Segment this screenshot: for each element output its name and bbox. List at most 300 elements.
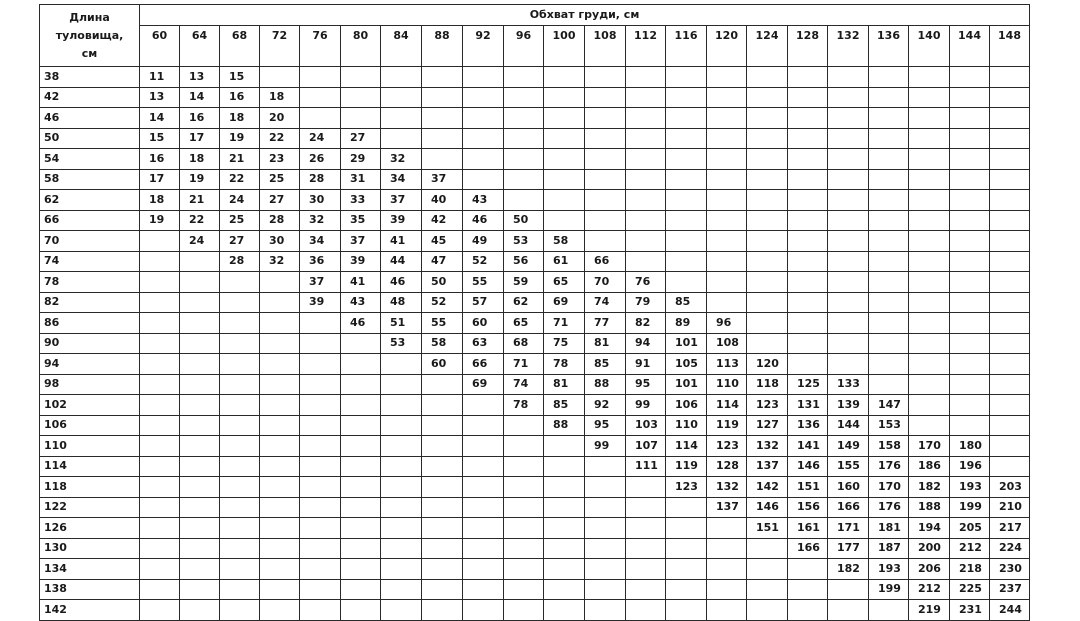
table-cell xyxy=(828,333,869,354)
table-cell xyxy=(909,251,950,272)
table-cell: 24 xyxy=(220,190,260,211)
table-cell xyxy=(909,313,950,334)
table-cell xyxy=(504,579,544,600)
table-cell: 14 xyxy=(140,108,180,129)
table-cell: 13 xyxy=(180,67,220,88)
table-cell xyxy=(300,395,341,416)
table-cell xyxy=(381,600,422,621)
table-cell: 55 xyxy=(463,272,504,293)
table-cell: 89 xyxy=(666,313,707,334)
table-cell: 41 xyxy=(381,231,422,252)
table-cell: 30 xyxy=(300,190,341,211)
table-cell xyxy=(341,579,381,600)
table-cell xyxy=(788,231,828,252)
column-header: 64 xyxy=(180,26,220,67)
table-cell xyxy=(504,108,544,129)
table-cell xyxy=(626,231,666,252)
table-cell xyxy=(747,292,788,313)
table-cell xyxy=(422,374,463,395)
table-row xyxy=(40,559,1030,580)
table-cell xyxy=(140,538,180,559)
table-row xyxy=(40,67,1030,88)
table-cell xyxy=(869,169,909,190)
table-cell: 15 xyxy=(140,128,180,149)
table-cell xyxy=(180,477,220,498)
table-cell: 33 xyxy=(341,190,381,211)
table-cell: 27 xyxy=(260,190,300,211)
table-cell xyxy=(585,108,626,129)
table-cell xyxy=(220,313,260,334)
table-cell: 92 xyxy=(585,395,626,416)
table-row xyxy=(40,128,1030,149)
table-cell xyxy=(828,272,869,293)
table-cell xyxy=(585,497,626,518)
table-cell: 16 xyxy=(140,149,180,170)
table-cell: 48 xyxy=(381,292,422,313)
table-cell xyxy=(585,579,626,600)
table-cell xyxy=(707,559,747,580)
table-cell: 131 xyxy=(788,395,828,416)
table-cell: 63 xyxy=(463,333,504,354)
table-cell xyxy=(950,333,990,354)
table-cell xyxy=(747,579,788,600)
table-cell: 146 xyxy=(788,456,828,477)
table-cell xyxy=(260,292,300,313)
table-cell: 132 xyxy=(747,436,788,457)
table-cell xyxy=(180,292,220,313)
table-cell xyxy=(828,108,869,129)
table-cell: 149 xyxy=(828,436,869,457)
table-cell xyxy=(869,149,909,170)
table-row xyxy=(40,313,1030,334)
table-cell xyxy=(422,456,463,477)
table-cell xyxy=(950,231,990,252)
table-cell xyxy=(544,436,585,457)
table-cell: 13 xyxy=(140,87,180,108)
table-cell xyxy=(341,333,381,354)
table-cell xyxy=(463,108,504,129)
table-cell xyxy=(504,415,544,436)
table-cell: 151 xyxy=(788,477,828,498)
table-cell xyxy=(869,87,909,108)
table-cell xyxy=(950,210,990,231)
table-cell: 15 xyxy=(220,67,260,88)
table-cell xyxy=(180,600,220,621)
table-cell: 231 xyxy=(950,600,990,621)
table-cell xyxy=(666,272,707,293)
table-cell xyxy=(341,354,381,375)
table-cell: 19 xyxy=(140,210,180,231)
table-cell xyxy=(140,600,180,621)
table-cell xyxy=(260,518,300,539)
column-header: 128 xyxy=(788,26,828,67)
table-cell xyxy=(747,559,788,580)
table-cell xyxy=(220,456,260,477)
table-cell xyxy=(300,518,341,539)
column-header: 76 xyxy=(300,26,341,67)
table-cell: 142 xyxy=(747,477,788,498)
column-header: 136 xyxy=(869,26,909,67)
table-cell xyxy=(381,538,422,559)
table-row xyxy=(40,149,1030,170)
table-cell xyxy=(666,231,707,252)
table-cell: 19 xyxy=(220,128,260,149)
table-cell xyxy=(180,251,220,272)
corner-header-line-2: туловища, xyxy=(55,28,124,42)
table-cell: 196 xyxy=(950,456,990,477)
table-cell xyxy=(463,538,504,559)
table-cell xyxy=(626,497,666,518)
table-cell xyxy=(504,436,544,457)
row-header: 118 xyxy=(40,477,140,498)
table-row xyxy=(40,579,1030,600)
table-row xyxy=(40,415,1030,436)
table-row xyxy=(40,272,1030,293)
table-cell xyxy=(544,600,585,621)
table-cell xyxy=(422,87,463,108)
table-cell xyxy=(341,67,381,88)
row-header: 38 xyxy=(40,67,140,88)
table-cell: 42 xyxy=(422,210,463,231)
table-cell xyxy=(909,128,950,149)
table-cell xyxy=(422,128,463,149)
table-cell xyxy=(422,538,463,559)
table-cell xyxy=(260,67,300,88)
table-cell: 50 xyxy=(504,210,544,231)
table-cell xyxy=(544,559,585,580)
corner-header-line-1: Длина xyxy=(69,10,110,24)
table-cell: 81 xyxy=(585,333,626,354)
table-cell: 147 xyxy=(869,395,909,416)
table-row xyxy=(40,497,1030,518)
table-cell xyxy=(747,108,788,129)
table-cell: 78 xyxy=(504,395,544,416)
table-cell xyxy=(504,456,544,477)
table-cell: 31 xyxy=(341,169,381,190)
table-cell xyxy=(220,333,260,354)
table-cell: 14 xyxy=(180,87,220,108)
table-cell xyxy=(504,600,544,621)
table-cell: 37 xyxy=(381,190,422,211)
table-cell: 219 xyxy=(909,600,950,621)
table-cell: 17 xyxy=(140,169,180,190)
table-row xyxy=(40,600,1030,621)
table-cell: 125 xyxy=(788,374,828,395)
table-cell xyxy=(707,210,747,231)
table-cell xyxy=(422,67,463,88)
table-cell xyxy=(909,210,950,231)
table-cell xyxy=(422,108,463,129)
table-cell: 39 xyxy=(381,210,422,231)
table-cell xyxy=(585,518,626,539)
table-row xyxy=(40,210,1030,231)
table-cell: 69 xyxy=(544,292,585,313)
table-cell xyxy=(463,128,504,149)
table-cell xyxy=(260,395,300,416)
table-cell: 99 xyxy=(585,436,626,457)
table-cell xyxy=(300,333,341,354)
table-cell xyxy=(300,477,341,498)
table-cell: 29 xyxy=(341,149,381,170)
column-header: 92 xyxy=(463,26,504,67)
table-cell xyxy=(585,169,626,190)
table-cell: 160 xyxy=(828,477,869,498)
table-cell xyxy=(990,333,1030,354)
table-cell xyxy=(422,149,463,170)
table-cell xyxy=(585,87,626,108)
table-cell: 105 xyxy=(666,354,707,375)
table-row xyxy=(40,354,1030,375)
table-cell xyxy=(140,456,180,477)
table-cell xyxy=(341,415,381,436)
table-cell xyxy=(788,354,828,375)
table-cell xyxy=(990,456,1030,477)
table-cell xyxy=(544,456,585,477)
table-cell xyxy=(585,559,626,580)
table-cell xyxy=(220,600,260,621)
table-cell xyxy=(220,292,260,313)
row-header: 54 xyxy=(40,149,140,170)
table-cell: 158 xyxy=(869,436,909,457)
table-cell xyxy=(626,600,666,621)
table-cell: 24 xyxy=(180,231,220,252)
table-cell xyxy=(869,190,909,211)
table-cell xyxy=(463,518,504,539)
table-cell xyxy=(341,374,381,395)
table-cell xyxy=(140,292,180,313)
table-cell: 77 xyxy=(585,313,626,334)
table-cell xyxy=(869,108,909,129)
table-cell xyxy=(747,538,788,559)
table-cell xyxy=(950,354,990,375)
table-cell: 110 xyxy=(707,374,747,395)
table-cell xyxy=(626,67,666,88)
table-cell xyxy=(990,210,1030,231)
table-row xyxy=(40,518,1030,539)
table-cell xyxy=(585,600,626,621)
table-cell xyxy=(140,313,180,334)
table-cell: 123 xyxy=(707,436,747,457)
table-cell xyxy=(140,518,180,539)
table-cell: 28 xyxy=(300,169,341,190)
table-cell xyxy=(666,518,707,539)
table-cell xyxy=(909,149,950,170)
table-cell xyxy=(220,497,260,518)
column-header: 100 xyxy=(544,26,585,67)
table-cell xyxy=(788,169,828,190)
table-cell xyxy=(300,108,341,129)
table-cell xyxy=(585,210,626,231)
table-cell: 44 xyxy=(381,251,422,272)
table-cell xyxy=(788,210,828,231)
table-cell: 51 xyxy=(381,313,422,334)
row-header: 106 xyxy=(40,415,140,436)
table-cell: 146 xyxy=(747,497,788,518)
table-cell xyxy=(626,538,666,559)
table-cell xyxy=(463,169,504,190)
table-cell xyxy=(422,395,463,416)
table-cell xyxy=(463,415,504,436)
table-cell: 237 xyxy=(990,579,1030,600)
table-cell: 114 xyxy=(666,436,707,457)
row-header: 142 xyxy=(40,600,140,621)
table-cell: 96 xyxy=(707,313,747,334)
table-cell xyxy=(828,292,869,313)
table-cell xyxy=(707,67,747,88)
column-header: 108 xyxy=(585,26,626,67)
table-cell xyxy=(707,251,747,272)
table-cell: 32 xyxy=(300,210,341,231)
table-cell: 107 xyxy=(626,436,666,457)
table-cell xyxy=(990,415,1030,436)
table-cell xyxy=(788,579,828,600)
table-cell xyxy=(422,415,463,436)
table-cell xyxy=(140,333,180,354)
table-cell xyxy=(909,272,950,293)
table-row xyxy=(40,231,1030,252)
table-cell: 141 xyxy=(788,436,828,457)
table-cell xyxy=(341,108,381,129)
table-cell xyxy=(300,313,341,334)
column-header: 144 xyxy=(950,26,990,67)
table-cell xyxy=(666,67,707,88)
table-cell xyxy=(140,231,180,252)
table-cell xyxy=(788,292,828,313)
table-cell: 81 xyxy=(544,374,585,395)
table-cell xyxy=(381,436,422,457)
table-cell xyxy=(260,538,300,559)
table-cell: 75 xyxy=(544,333,585,354)
table-row xyxy=(40,190,1030,211)
table-cell: 170 xyxy=(909,436,950,457)
table-cell: 181 xyxy=(869,518,909,539)
table-cell xyxy=(300,415,341,436)
table-cell xyxy=(828,231,869,252)
table-cell: 25 xyxy=(220,210,260,231)
table-cell xyxy=(707,87,747,108)
table-cell xyxy=(666,87,707,108)
table-cell: 46 xyxy=(381,272,422,293)
table-cell xyxy=(909,190,950,211)
row-header: 130 xyxy=(40,538,140,559)
header-row-top xyxy=(40,5,1030,26)
table-cell xyxy=(950,313,990,334)
table-cell: 71 xyxy=(544,313,585,334)
table-cell: 203 xyxy=(990,477,1030,498)
table-cell xyxy=(585,67,626,88)
table-cell: 166 xyxy=(828,497,869,518)
table-cell: 27 xyxy=(341,128,381,149)
table-cell xyxy=(341,497,381,518)
table-cell xyxy=(341,538,381,559)
table-cell: 36 xyxy=(300,251,341,272)
table-cell xyxy=(463,600,504,621)
table-cell: 60 xyxy=(422,354,463,375)
row-header: 122 xyxy=(40,497,140,518)
table-cell: 199 xyxy=(950,497,990,518)
table-cell xyxy=(300,579,341,600)
table-cell xyxy=(463,149,504,170)
table-cell: 35 xyxy=(341,210,381,231)
table-cell: 30 xyxy=(260,231,300,252)
table-cell xyxy=(909,374,950,395)
table-cell xyxy=(909,108,950,129)
table-cell: 120 xyxy=(747,354,788,375)
table-cell: 18 xyxy=(180,149,220,170)
table-cell xyxy=(260,436,300,457)
table-cell xyxy=(180,395,220,416)
table-cell xyxy=(180,313,220,334)
table-cell xyxy=(260,456,300,477)
table-cell xyxy=(747,313,788,334)
table-cell xyxy=(300,497,341,518)
table-cell xyxy=(180,518,220,539)
table-cell: 25 xyxy=(260,169,300,190)
table-cell xyxy=(585,477,626,498)
table-cell xyxy=(220,579,260,600)
table-cell: 71 xyxy=(504,354,544,375)
table-cell xyxy=(626,108,666,129)
table-cell: 85 xyxy=(666,292,707,313)
table-cell xyxy=(950,415,990,436)
table-cell xyxy=(585,128,626,149)
table-cell xyxy=(341,477,381,498)
table-cell: 27 xyxy=(220,231,260,252)
table-cell xyxy=(220,477,260,498)
table-cell xyxy=(909,354,950,375)
table-cell xyxy=(828,87,869,108)
table-cell xyxy=(585,456,626,477)
table-cell xyxy=(341,559,381,580)
table-cell xyxy=(828,128,869,149)
table-cell xyxy=(260,272,300,293)
table-cell: 46 xyxy=(463,210,504,231)
row-header: 58 xyxy=(40,169,140,190)
table-cell: 78 xyxy=(544,354,585,375)
table-cell: 43 xyxy=(463,190,504,211)
table-cell: 210 xyxy=(990,497,1030,518)
table-cell: 132 xyxy=(707,477,747,498)
table-cell xyxy=(260,313,300,334)
table-cell xyxy=(463,456,504,477)
table-cell xyxy=(220,436,260,457)
table-cell xyxy=(300,456,341,477)
table-cell xyxy=(666,559,707,580)
table-cell: 16 xyxy=(220,87,260,108)
table-cell xyxy=(381,415,422,436)
table-cell xyxy=(788,559,828,580)
table-cell xyxy=(666,149,707,170)
column-header: 112 xyxy=(626,26,666,67)
table-cell xyxy=(626,128,666,149)
table-cell xyxy=(626,579,666,600)
table-cell xyxy=(180,538,220,559)
table-cell xyxy=(747,251,788,272)
table-cell xyxy=(990,272,1030,293)
table-cell xyxy=(140,579,180,600)
table-cell xyxy=(869,272,909,293)
table-cell xyxy=(504,67,544,88)
table-cell: 22 xyxy=(260,128,300,149)
column-header: 84 xyxy=(381,26,422,67)
table-cell: 58 xyxy=(544,231,585,252)
table-cell xyxy=(140,251,180,272)
table-cell: 193 xyxy=(950,477,990,498)
table-cell xyxy=(180,436,220,457)
table-cell xyxy=(707,169,747,190)
table-cell xyxy=(909,87,950,108)
table-cell xyxy=(869,374,909,395)
